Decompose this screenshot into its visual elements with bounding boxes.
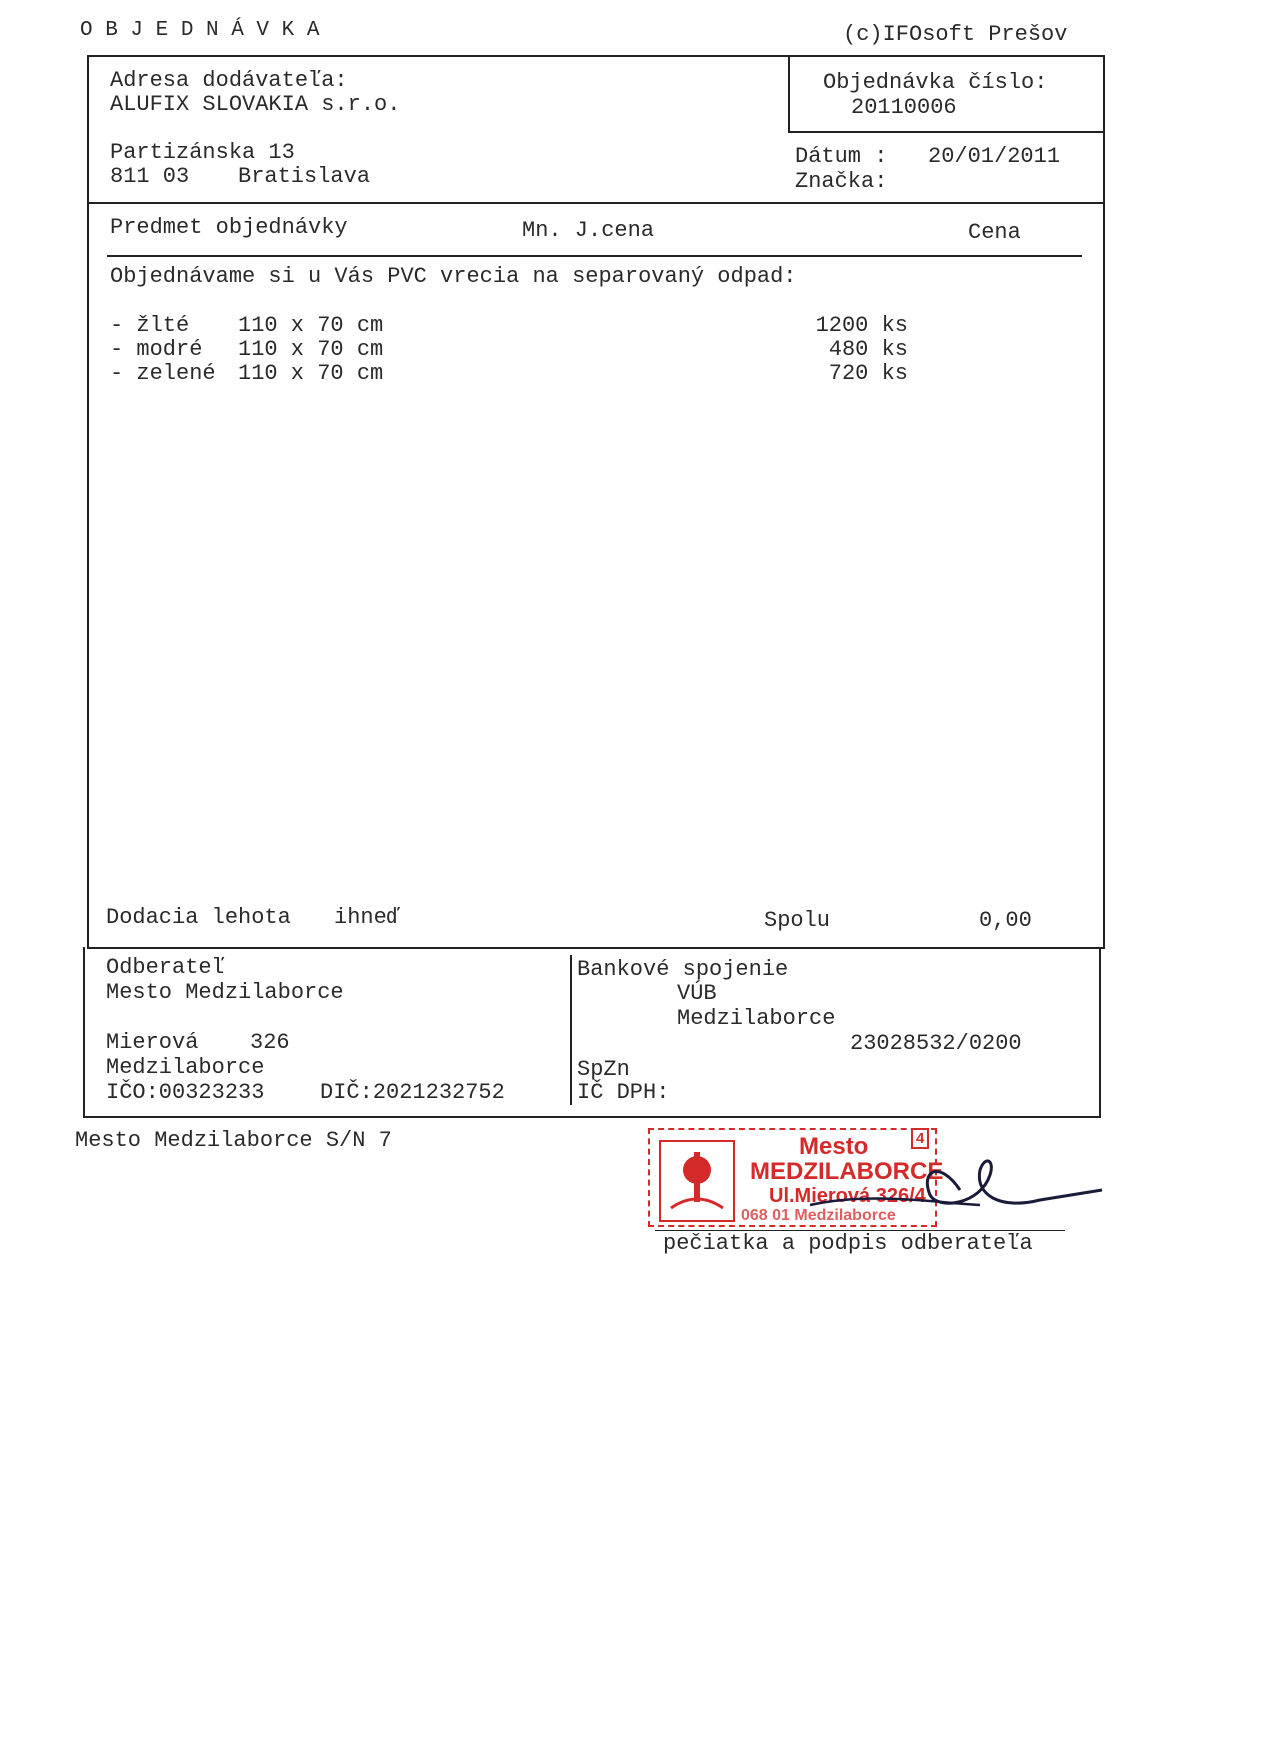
supplier-name: ALUFIX SLOVAKIA s.r.o. (110, 92, 401, 117)
item-quantity: 720 ks (828, 361, 908, 386)
customer-ico: IČO:00323233 (106, 1080, 265, 1105)
bank-name: VÚB (677, 981, 717, 1006)
stamp-line-2: MEDZILABORCE (750, 1158, 944, 1185)
coat-of-arms-icon (661, 1142, 733, 1220)
spzn-label: SpZn (577, 1057, 630, 1082)
supplier-city: Bratislava (238, 164, 371, 189)
order-mark-label: Značka: (795, 169, 888, 194)
total-value: 0,00 (979, 908, 1032, 933)
supplier-postal-code: 811 03 (110, 164, 190, 189)
bank-branch: Medzilaborce (677, 1006, 836, 1031)
order-number: 20110006 (851, 95, 957, 120)
lower-box-left-border (83, 947, 85, 1118)
order-date: 20/01/2011 (928, 144, 1061, 169)
header-divider (87, 202, 1105, 204)
customer-label: Odberateľ (106, 955, 225, 980)
list-item (0, 363, 1275, 387)
box-bottom-border (87, 947, 1105, 949)
stamp-emblem (659, 1140, 735, 1222)
item-name: - žlté (110, 313, 190, 338)
item-size: 110 x 70 cm (238, 361, 384, 386)
supplier-label: Adresa dodávateľa: (110, 68, 348, 93)
order-number-box-bottom (788, 131, 1105, 133)
customer-street: Mierová (106, 1030, 199, 1055)
stamp-corner-number: 4 (911, 1128, 929, 1149)
footer-note: Mesto Medzilaborce S/N 7 (75, 1128, 392, 1153)
item-quantity: 1200 ks (815, 313, 908, 338)
signature-label: pečiatka a podpis odberateľa (663, 1231, 1033, 1256)
order-number-label: Objednávka číslo: (823, 70, 1048, 95)
box-left-border (87, 55, 89, 949)
order-intro-text: Objednávame si u Vás PVC vrecia na separovaný odpad: (110, 264, 797, 289)
bank-account: 23028532/0200 (850, 1031, 1022, 1056)
list-item (0, 315, 1275, 339)
box-right-border (1103, 55, 1105, 949)
lower-box-right-border (1099, 947, 1101, 1118)
lower-box-divider (570, 955, 572, 1105)
order-date-label: Dátum : (795, 144, 888, 169)
item-size: 110 x 70 cm (238, 337, 384, 362)
copyright-text: (c)IFOsoft Prešov (843, 22, 1068, 47)
order-number-box-left (788, 57, 790, 133)
lower-box-bottom-border (83, 1116, 1101, 1118)
customer-dic: DIČ:2021232752 (320, 1080, 505, 1105)
handwritten-signature (780, 1150, 1110, 1225)
item-size: 110 x 70 cm (238, 313, 384, 338)
customer-street-number: 326 (250, 1030, 290, 1055)
customer-city: Medzilaborce (106, 1055, 265, 1080)
column-header-subject: Predmet objednávky (110, 215, 348, 240)
stamp-line-1: Mesto (799, 1133, 869, 1160)
box-top-border (87, 55, 1105, 57)
item-quantity: 480 ks (828, 337, 908, 362)
delivery-value: ihneď (334, 905, 401, 930)
total-label: Spolu (764, 908, 831, 933)
stamp-line-3: Ul.Mierová 326/4 (769, 1185, 926, 1207)
table-header-underline (107, 255, 1082, 257)
column-header-total: Cena (968, 220, 1021, 245)
item-name: - modré (110, 337, 203, 362)
document-title: O B J E D N Á V K A (80, 19, 320, 42)
stamp-line-4: 068 01 Medzilaborce (741, 1207, 896, 1224)
supplier-street: Partizánska 13 (110, 140, 295, 165)
customer-name: Mesto Medzilaborce (106, 980, 344, 1005)
list-item (0, 339, 1275, 363)
ic-dph-label: IČ DPH: (577, 1080, 670, 1105)
delivery-label: Dodacia lehota (106, 905, 291, 930)
column-header-qty-price: Mn. J.cena (522, 218, 655, 243)
item-name: - zelené (110, 361, 216, 386)
bank-label: Bankové spojenie (577, 957, 789, 982)
